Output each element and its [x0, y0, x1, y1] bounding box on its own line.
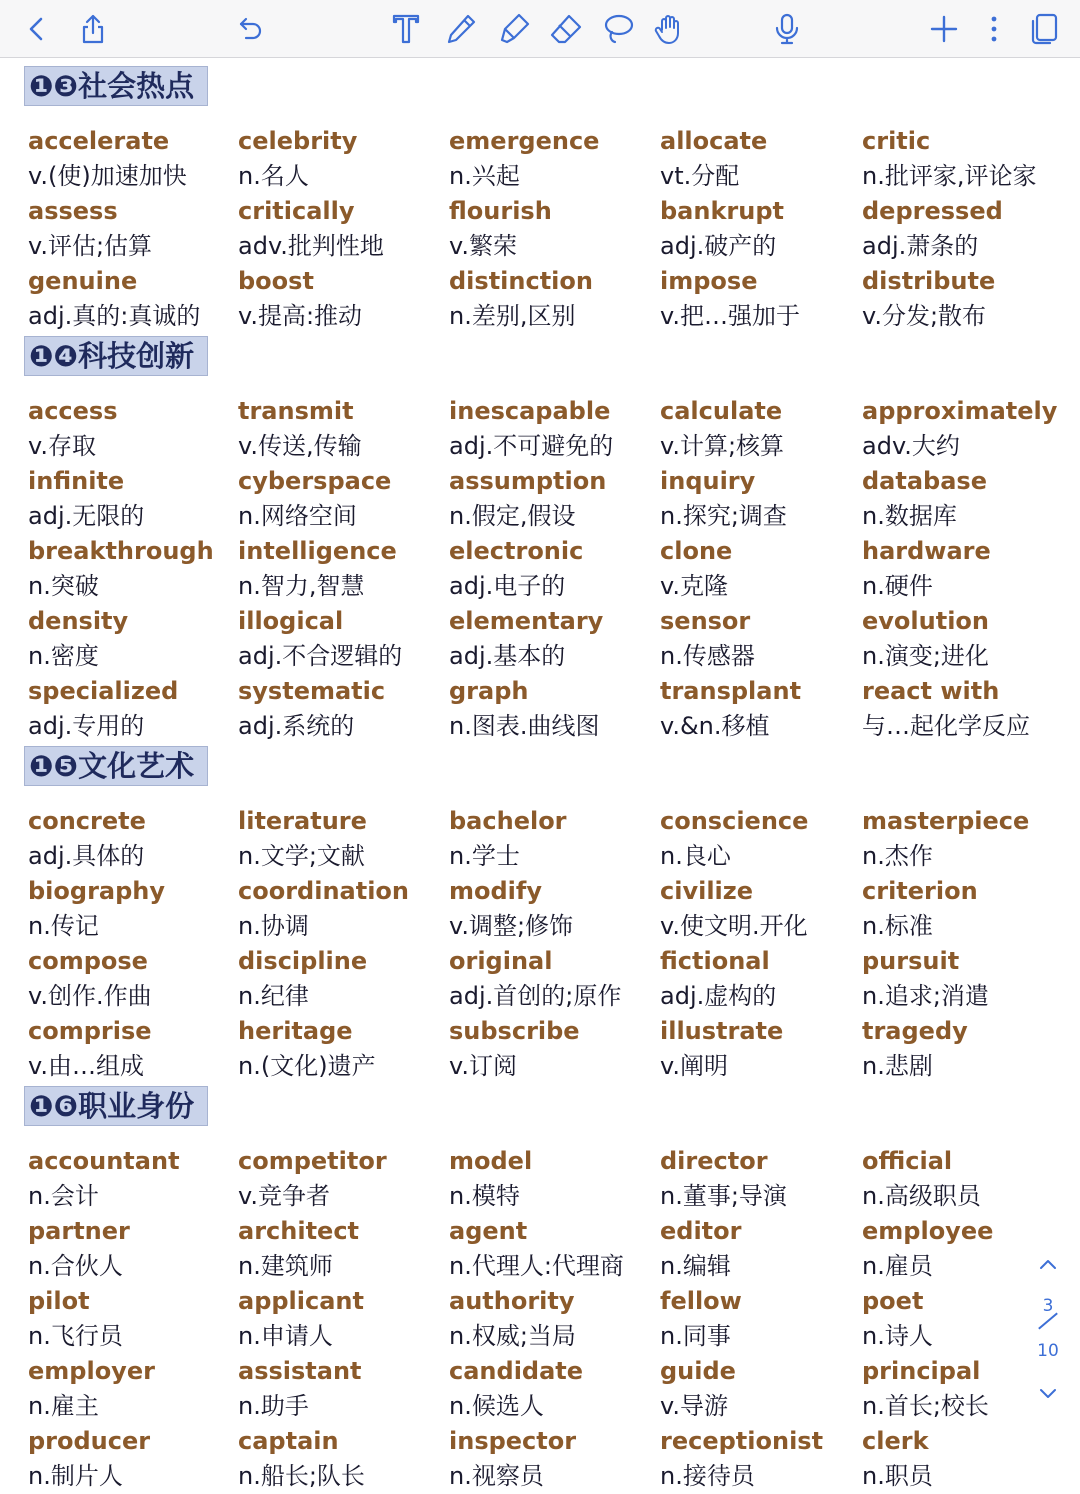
- vocab-definition: n.密度: [28, 642, 99, 670]
- vocab-word: competitor: [238, 1147, 387, 1175]
- undo-icon: [232, 12, 266, 46]
- highlighter-tool-button[interactable]: [494, 9, 534, 49]
- vocab-entry: [28, 194, 228, 264]
- vocab-entry: [862, 534, 1062, 604]
- vocab-definition: n.数据库: [862, 502, 957, 530]
- vocab-entry: [28, 394, 228, 464]
- vocab-entry: [449, 1014, 649, 1084]
- vocab-definition: n.探究;调查: [660, 502, 787, 530]
- vocab-word: applicant: [238, 1287, 364, 1315]
- eraser-tool-button[interactable]: [546, 9, 586, 49]
- vocab-definition: adj.真的:真诚的: [28, 302, 201, 330]
- vocab-word: assumption: [449, 467, 607, 495]
- vocab-word: comprise: [28, 1017, 152, 1045]
- lasso-tool-icon: [601, 12, 635, 46]
- vocab-word: civilize: [660, 877, 754, 905]
- vocab-definition: v.导游: [660, 1392, 728, 1420]
- vocab-word: cyberspace: [238, 467, 392, 495]
- microphone-icon: [770, 12, 804, 46]
- vocab-definition: n.文学;文献: [238, 842, 365, 870]
- vocab-definition: n.代理人:代理商: [449, 1252, 624, 1280]
- text-tool-icon: [389, 12, 423, 46]
- vocab-word: masterpiece: [862, 807, 1030, 835]
- vocab-word: accelerate: [28, 127, 170, 155]
- undo-button[interactable]: [229, 9, 269, 49]
- vocab-word: graph: [449, 677, 529, 705]
- vocab-definition: adj.无限的: [28, 502, 145, 530]
- section-heading: ❶❺文化艺术: [24, 746, 208, 786]
- vocab-word: coordination: [238, 877, 409, 905]
- toolbar: [0, 0, 1080, 58]
- vocab-entry: [449, 464, 649, 534]
- vocab-word: literature: [238, 807, 367, 835]
- vocab-entry: [28, 124, 228, 194]
- vocab-definition: adj.破产的: [660, 232, 777, 260]
- vocab-definition: adj.首创的;原作: [449, 982, 622, 1010]
- vocab-definition: n.传记: [28, 912, 99, 940]
- vocab-entry: [449, 264, 649, 334]
- vocab-definition: v.评估;估算: [28, 232, 153, 260]
- vocab-definition: v.阐明: [660, 1052, 728, 1080]
- vocab-definition: n.高级职员: [862, 1182, 981, 1210]
- text-tool-button[interactable]: [386, 9, 426, 49]
- vocab-entry: [660, 1284, 860, 1354]
- vocab-entry: [28, 1354, 228, 1424]
- vocab-word: emergence: [449, 127, 600, 155]
- vocab-word: clerk: [862, 1427, 929, 1455]
- vocab-definition: n.建筑师: [238, 1252, 333, 1280]
- page-down-button[interactable]: [1032, 1378, 1064, 1410]
- vocab-entry: [862, 464, 1062, 534]
- vocab-word: transmit: [238, 397, 354, 425]
- vocab-definition: n.权威;当局: [449, 1322, 576, 1350]
- vocab-word: approximately: [862, 397, 1058, 425]
- vocab-entry: [238, 1284, 438, 1354]
- vocab-definition: adj.具体的: [28, 842, 145, 870]
- vocab-entry: [238, 394, 438, 464]
- vocab-word: criterion: [862, 877, 978, 905]
- vocab-definition: v.使文明.开化: [660, 912, 808, 940]
- total-pages-number: 10: [1037, 1341, 1059, 1361]
- vocab-entry: [660, 1014, 860, 1084]
- vocab-entry: [449, 804, 649, 874]
- vocab-entry: [660, 674, 860, 744]
- vocab-definition: v.由…组成: [28, 1052, 144, 1080]
- section-heading: ❶❹科技创新: [24, 336, 208, 376]
- vocab-entry: [28, 944, 228, 1014]
- share-icon: [76, 12, 110, 46]
- vocab-word: agent: [449, 1217, 528, 1245]
- vocab-entry: [660, 1354, 860, 1424]
- vocab-entry: [862, 804, 1062, 874]
- vocab-definition: adv.大约: [862, 432, 960, 460]
- vocab-word: conscience: [660, 807, 809, 835]
- vocab-definition: n.差别,区别: [449, 302, 576, 330]
- vocab-definition: n.飞行员: [28, 1322, 123, 1350]
- vocab-definition: n.标准: [862, 912, 933, 940]
- vocab-word: celebrity: [238, 127, 358, 155]
- vocab-word: critically: [238, 197, 355, 225]
- vocab-entry: [862, 1424, 1062, 1494]
- vocab-definition: n.协调: [238, 912, 309, 940]
- vocab-definition: n.突破: [28, 572, 99, 600]
- vocab-entry: [449, 194, 649, 264]
- vocab-entry: [238, 674, 438, 744]
- pages-icon: [1027, 12, 1061, 46]
- vocab-entry: [449, 1144, 649, 1214]
- vocab-entry: [238, 1144, 438, 1214]
- highlighter-tool-icon: [497, 12, 531, 46]
- vocab-word: inquiry: [660, 467, 756, 495]
- vocab-entry: [238, 1214, 438, 1284]
- vocab-word: employee: [862, 1217, 994, 1245]
- vocab-definition: v.提高:推动: [238, 302, 363, 330]
- vocab-definition: adj.基本的: [449, 642, 566, 670]
- vocab-word: illustrate: [660, 1017, 784, 1045]
- vocab-definition: n.同事: [660, 1322, 731, 1350]
- vocab-definition: n.(文化)遗产: [238, 1052, 376, 1080]
- vocab-entry: [862, 1014, 1062, 1084]
- vocab-definition: n.网络空间: [238, 502, 357, 530]
- vocab-entry: [449, 1424, 649, 1494]
- vocab-definition: n.雇员: [862, 1252, 933, 1280]
- vocab-entry: [862, 874, 1062, 944]
- vocab-entry: [660, 194, 860, 264]
- vocab-word: modify: [449, 877, 542, 905]
- vocab-definition: adj.专用的: [28, 712, 145, 740]
- vocab-word: bankrupt: [660, 197, 784, 225]
- vocab-entry: [660, 1214, 860, 1284]
- vocab-definition: vt.分配: [660, 162, 740, 190]
- page-up-button[interactable]: [1032, 1248, 1064, 1280]
- vocab-entry: [660, 264, 860, 334]
- vocab-word: elementary: [449, 607, 604, 635]
- vocab-definition: v.克隆: [660, 572, 728, 600]
- vocab-definition: n.模特: [449, 1182, 520, 1210]
- vocab-entry: [28, 1214, 228, 1284]
- vocab-definition: v.竞争者: [238, 1182, 330, 1210]
- vocab-word: captain: [238, 1427, 339, 1455]
- vocab-word: inescapable: [449, 397, 611, 425]
- vocab-entry: [238, 264, 438, 334]
- vocab-word: calculate: [660, 397, 783, 425]
- eraser-tool-icon: [549, 12, 583, 46]
- vocab-entry: [238, 124, 438, 194]
- vocab-word: impose: [660, 267, 758, 295]
- vocab-definition: n.视察员: [449, 1462, 544, 1490]
- vocab-word: editor: [660, 1217, 742, 1245]
- vocab-definition: v.繁荣: [449, 232, 517, 260]
- vocab-entry: [660, 874, 860, 944]
- hand-tool-button[interactable]: [649, 9, 689, 49]
- vocab-word: discipline: [238, 947, 368, 975]
- back-icon: [19, 12, 53, 46]
- vocab-definition: v.存取: [28, 432, 96, 460]
- vocab-entry: [238, 804, 438, 874]
- vocab-definition: n.雇主: [28, 1392, 99, 1420]
- vocab-entry: [28, 804, 228, 874]
- vocab-entry: [862, 124, 1062, 194]
- vocab-entry: [660, 534, 860, 604]
- vocab-word: clone: [660, 537, 733, 565]
- vocab-definition: v.计算;核算: [660, 432, 785, 460]
- vocab-definition: v.调整;修饰: [449, 912, 574, 940]
- vocab-definition: n.助手: [238, 1392, 309, 1420]
- section-heading: ❶❻职业身份: [24, 1086, 208, 1126]
- vocab-word: partner: [28, 1217, 130, 1245]
- vocab-entry: [238, 464, 438, 534]
- share-button[interactable]: [73, 9, 113, 49]
- more-icon: [977, 12, 1011, 46]
- vocab-word: breakthrough: [28, 537, 214, 565]
- vocab-entry: [862, 1144, 1062, 1214]
- vocab-entry: [449, 674, 649, 744]
- vocab-entry: [660, 394, 860, 464]
- vocab-word: bachelor: [449, 807, 567, 835]
- vocab-definition: v.传送,传输: [238, 432, 362, 460]
- vocab-definition: v.创作.作曲: [28, 982, 152, 1010]
- vocab-definition: n.董事;导演: [660, 1182, 787, 1210]
- vocab-entry: [238, 874, 438, 944]
- vocab-word: assess: [28, 197, 118, 225]
- vocab-word: react with: [862, 677, 1000, 705]
- vocab-word: fictional: [660, 947, 770, 975]
- vocab-word: original: [449, 947, 553, 975]
- vocab-entry: [862, 674, 1062, 744]
- vocab-word: principal: [862, 1357, 981, 1385]
- vocab-word: critic: [862, 127, 931, 155]
- lasso-tool-button[interactable]: [598, 9, 638, 49]
- current-page-number: 3: [1042, 1296, 1054, 1316]
- vocab-word: tragedy: [862, 1017, 968, 1045]
- vocab-entry: [28, 604, 228, 674]
- vocab-definition: n.名人: [238, 162, 309, 190]
- vocab-entry: [660, 1144, 860, 1214]
- vocab-entry: [862, 604, 1062, 674]
- vocab-entry: [862, 194, 1062, 264]
- vocab-word: boost: [238, 267, 314, 295]
- vocab-definition: n.船长;队长: [238, 1462, 365, 1490]
- vocab-entry: [28, 674, 228, 744]
- vocab-definition: n.硬件: [862, 572, 933, 600]
- vocab-word: allocate: [660, 127, 768, 155]
- section-heading: ❶❸社会热点: [24, 66, 208, 106]
- vocab-definition: n.传感器: [660, 642, 755, 670]
- vocab-definition: adj.虚构的: [660, 982, 777, 1010]
- chevron-up-icon: [1038, 1257, 1058, 1271]
- vocab-entry: [28, 464, 228, 534]
- vocab-definition: v.把…强加于: [660, 302, 800, 330]
- vocab-entry: [660, 464, 860, 534]
- vocab-definition: n.兴起: [449, 162, 520, 190]
- vocab-word: infinite: [28, 467, 125, 495]
- vocab-word: pursuit: [862, 947, 960, 975]
- vocab-entry: [862, 944, 1062, 1014]
- vocab-word: producer: [28, 1427, 151, 1455]
- vocab-definition: adj.不合逻辑的: [238, 642, 403, 670]
- vocab-word: fellow: [660, 1287, 742, 1315]
- vocab-definition: n.演变;进化: [862, 642, 989, 670]
- vocab-definition: n.会计: [28, 1182, 99, 1210]
- vocab-entry: [28, 1014, 228, 1084]
- vocab-definition: v.分发;散布: [862, 302, 987, 330]
- vocab-entry: [660, 804, 860, 874]
- vocab-word: assistant: [238, 1357, 362, 1385]
- vocab-word: inspector: [449, 1427, 577, 1455]
- vocab-definition: adj.不可避免的: [449, 432, 614, 460]
- add-icon: [927, 12, 961, 46]
- vocab-word: systematic: [238, 677, 386, 705]
- vocab-entry: [449, 874, 649, 944]
- vocab-word: specialized: [28, 677, 179, 705]
- vocab-entry: [238, 1354, 438, 1424]
- pen-tool-button[interactable]: [441, 9, 481, 49]
- vocab-word: evolution: [862, 607, 989, 635]
- vocab-word: depressed: [862, 197, 1003, 225]
- vocab-entry: [660, 604, 860, 674]
- vocab-word: access: [28, 397, 118, 425]
- microphone-button[interactable]: [767, 9, 807, 49]
- vocab-word: concrete: [28, 807, 146, 835]
- vocab-entry: [238, 1014, 438, 1084]
- add-button[interactable]: [924, 9, 964, 49]
- vocab-definition: n.智力,智慧: [238, 572, 365, 600]
- vocab-definition: n.制片人: [28, 1462, 123, 1490]
- vocab-entry: [660, 944, 860, 1014]
- vocab-word: director: [660, 1147, 768, 1175]
- vocab-word: flourish: [449, 197, 552, 225]
- document-page: [0, 58, 1080, 1490]
- vocab-word: subscribe: [449, 1017, 580, 1045]
- vocab-word: illogical: [238, 607, 344, 635]
- vocab-word: guide: [660, 1357, 736, 1385]
- vocab-entry: [28, 264, 228, 334]
- vocab-definition: n.申请人: [238, 1322, 333, 1350]
- vocab-word: official: [862, 1147, 953, 1175]
- vocab-word: receptionist: [660, 1427, 824, 1455]
- vocab-definition: n.合伙人: [28, 1252, 123, 1280]
- vocab-entry: [28, 1284, 228, 1354]
- vocab-definition: n.学士: [449, 842, 520, 870]
- vocab-entry: [28, 534, 228, 604]
- vocab-entry: [238, 944, 438, 1014]
- vocab-word: sensor: [660, 607, 751, 635]
- vocab-word: compose: [28, 947, 148, 975]
- vocab-word: poet: [862, 1287, 924, 1315]
- vocab-definition: adj.萧条的: [862, 232, 979, 260]
- vocab-word: transplant: [660, 677, 802, 705]
- vocab-definition: n.诗人: [862, 1322, 933, 1350]
- more-button[interactable]: [974, 9, 1014, 49]
- vocab-definition: n.编辑: [660, 1252, 731, 1280]
- vocab-word: model: [449, 1147, 533, 1175]
- vocab-entry: [28, 874, 228, 944]
- vocab-entry: [238, 604, 438, 674]
- vocab-definition: 与…起化学反应: [862, 712, 1030, 740]
- vocab-definition: v.&n.移植: [660, 712, 770, 740]
- vocab-entry: [660, 1424, 860, 1494]
- vocab-definition: n.追求;消遣: [862, 982, 989, 1010]
- vocab-definition: v.订阅: [449, 1052, 517, 1080]
- vocab-word: electronic: [449, 537, 584, 565]
- vocab-definition: n.首长;校长: [862, 1392, 989, 1420]
- vocab-definition: n.候选人: [449, 1392, 544, 1420]
- vocab-word: authority: [449, 1287, 575, 1315]
- vocab-word: employer: [28, 1357, 155, 1385]
- vocab-word: candidate: [449, 1357, 584, 1385]
- vocab-definition: n.图表.曲线图: [449, 712, 600, 740]
- vocab-entry: [449, 394, 649, 464]
- vocab-entry: [449, 1284, 649, 1354]
- vocab-word: distinction: [449, 267, 593, 295]
- vocab-entry: [28, 1424, 228, 1494]
- vocab-definition: n.接待员: [660, 1462, 755, 1490]
- vocab-entry: [862, 394, 1062, 464]
- vocab-word: database: [862, 467, 987, 495]
- vocab-definition: n.假定,假设: [449, 502, 576, 530]
- vocab-definition: v.(使)加速加快: [28, 162, 187, 190]
- vocab-entry: [238, 1424, 438, 1494]
- vocab-entry: [28, 1144, 228, 1214]
- vocab-entry: [449, 1214, 649, 1284]
- vocab-entry: [449, 124, 649, 194]
- vocab-word: pilot: [28, 1287, 90, 1315]
- vocab-word: heritage: [238, 1017, 353, 1045]
- pen-tool-icon: [444, 12, 478, 46]
- vocab-definition: n.纪律: [238, 982, 309, 1010]
- vocab-definition: adj.系统的: [238, 712, 355, 740]
- vocab-entry: [449, 534, 649, 604]
- vocab-definition: n.批评家,评论家: [862, 162, 1037, 190]
- vocab-definition: adj.电子的: [449, 572, 566, 600]
- vocab-entry: [862, 264, 1062, 334]
- hand-tool-icon: [652, 12, 686, 46]
- vocab-word: architect: [238, 1217, 360, 1245]
- pages-button[interactable]: [1024, 9, 1064, 49]
- vocab-definition: n.杰作: [862, 842, 933, 870]
- vocab-entry: [238, 194, 438, 264]
- vocab-entry: [449, 1354, 649, 1424]
- vocab-word: biography: [28, 877, 166, 905]
- vocab-definition: n.良心: [660, 842, 731, 870]
- vocab-entry: [449, 944, 649, 1014]
- vocab-word: density: [28, 607, 129, 635]
- vocab-definition: n.职员: [862, 1462, 933, 1490]
- vocab-entry: [449, 604, 649, 674]
- vocab-entry: [660, 124, 860, 194]
- vocab-definition: n.悲剧: [862, 1052, 933, 1080]
- vocab-word: hardware: [862, 537, 991, 565]
- vocab-word: distribute: [862, 267, 996, 295]
- vocab-word: genuine: [28, 267, 138, 295]
- chevron-down-icon: [1038, 1387, 1058, 1401]
- vocab-word: accountant: [28, 1147, 180, 1175]
- back-button[interactable]: [16, 9, 56, 49]
- vocab-definition: adv.批判性地: [238, 232, 384, 260]
- vocab-entry: [238, 534, 438, 604]
- vocab-word: intelligence: [238, 537, 397, 565]
